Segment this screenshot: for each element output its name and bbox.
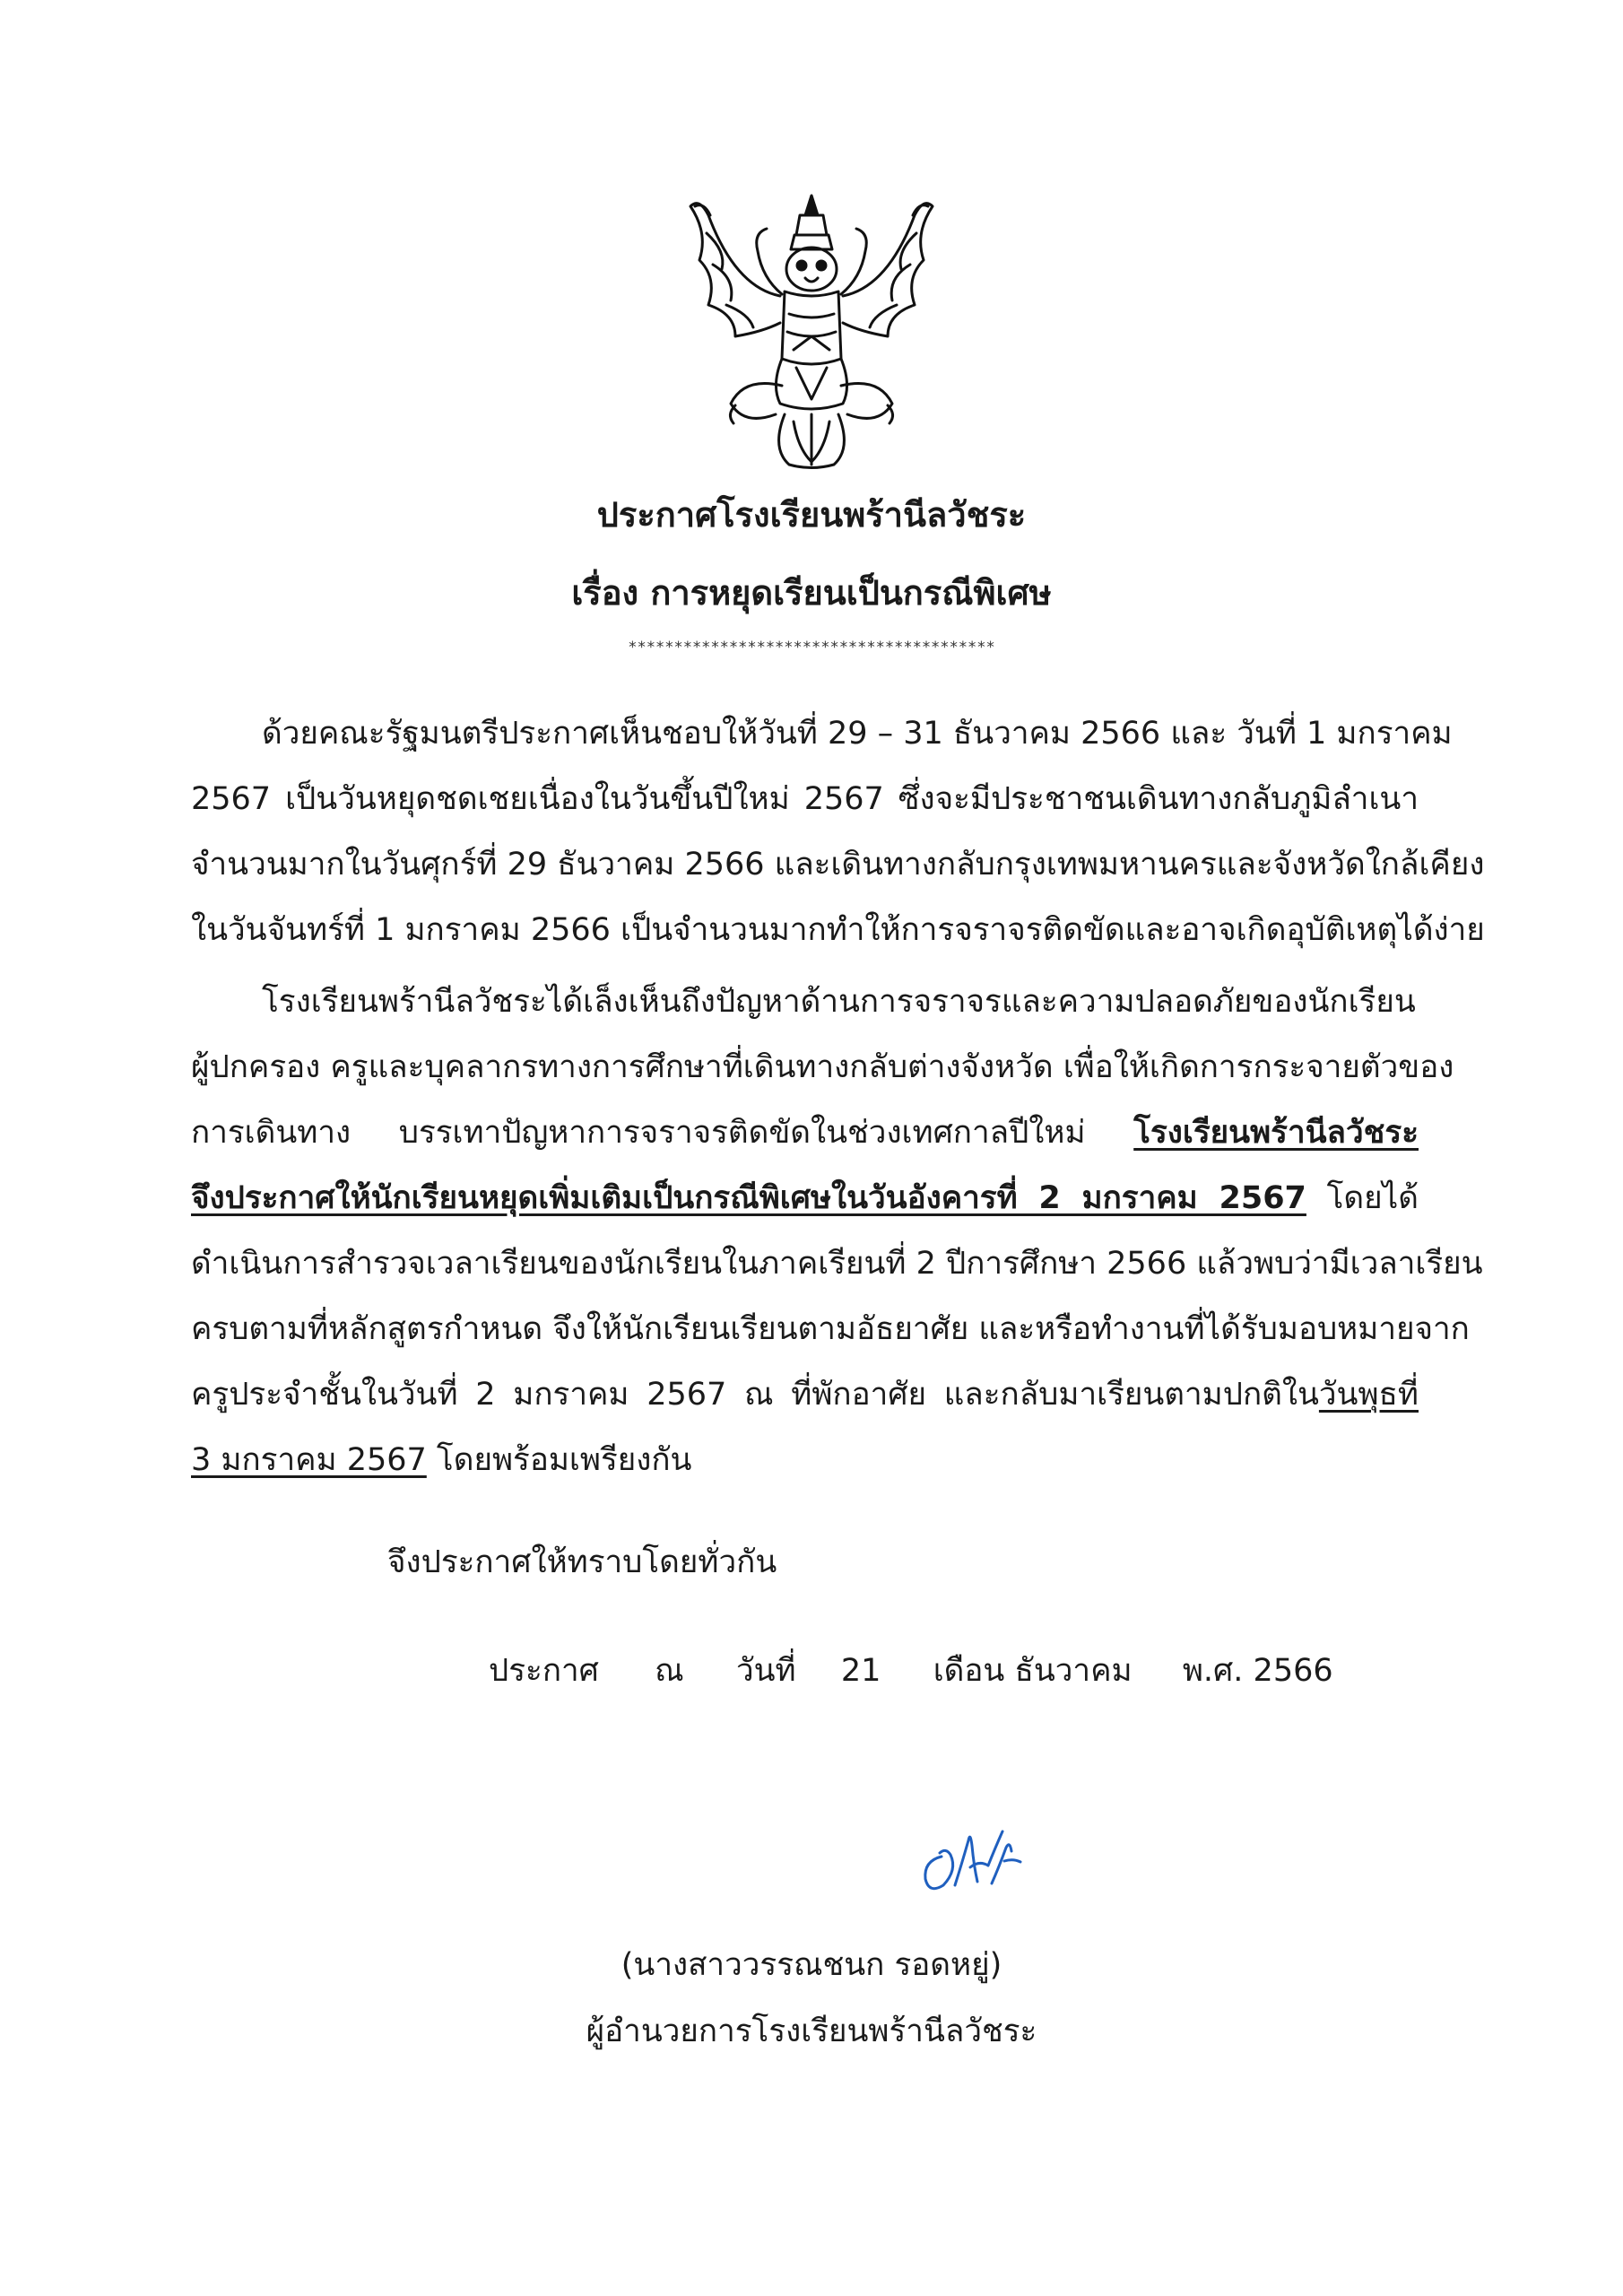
date-year-label: พ.ศ. bbox=[1182, 1653, 1244, 1689]
paragraph-2-line-8-text: โดยพร้อมเพรียงกัน bbox=[426, 1442, 692, 1478]
announcement-date bbox=[489, 1648, 1333, 1693]
paragraph-2-line-3-text: การเดินทาง บรรเทาปัญหาการจราจรติดขัดในช่วงเทศกาลปีใหม่ bbox=[191, 1115, 1134, 1151]
title-separator: **************************************** bbox=[628, 639, 995, 657]
signatory-position: ผู้อำนวยการโรงเรียนพร้านีลวัชระ bbox=[586, 2013, 1037, 2049]
paragraph-1-line-3: จำนวนมากในวันศุกร์ที่ 29 ธันวาคม 2566 และเดินทางกลับกรุงเทพมหานครและจังหวัดใกล้เคียง bbox=[191, 847, 1485, 883]
paragraph-2-line-3 bbox=[191, 1110, 1419, 1155]
return-date-emphasis: 3 มกราคม 2567 bbox=[191, 1442, 427, 1478]
date-day: 21 bbox=[840, 1653, 881, 1689]
paragraph-2-line-4-text: โดยได้ bbox=[1306, 1180, 1419, 1216]
paragraph-2-line-8 bbox=[191, 1438, 691, 1483]
signatory-name: (นางสาววรรณชนก รอดหยู่) bbox=[621, 1947, 1002, 1983]
paragraph-1-line-4: ในวันจันทร์ที่ 1 มกราคม 2566 เป็นจำนวนมากทำให้การจราจรติดขัดและอาจเกิดอุบัติเหตุได้ง่าย bbox=[191, 912, 1485, 948]
announcement-subject: เรื่อง การหยุดเรียนเป็นกรณีพิเศษ bbox=[571, 573, 1052, 613]
date-month: ธันวาคม bbox=[1014, 1653, 1133, 1689]
signature-icon bbox=[906, 1821, 1040, 1901]
date-prefix: ประกาศ bbox=[489, 1653, 599, 1689]
return-day-emphasis: วันพุธที่ bbox=[1318, 1377, 1419, 1413]
paragraph-2-line-6: ครบตามที่หลักสูตรกำหนด จึงให้นักเรียนเรียนตามอัธยาศัย และหรือทำงานที่ได้รับมอบหมายจาก bbox=[191, 1311, 1470, 1347]
paragraph-2-line-7 bbox=[191, 1372, 1419, 1417]
paragraph-2-line-2: ผู้ปกครอง ครูและบุคลากรทางการศึกษาที่เดินทางกลับต่างจังหวัด เพื่อให้เกิดการกระจายตัวของ bbox=[191, 1049, 1454, 1085]
paragraph-2-line-5: ดำเนินการสำรวจเวลาเรียนของนักเรียนในภาคเรียนที่ 2 ปีการศึกษา 2566 แล้วพบว่ามีเวลาเรียน bbox=[191, 1246, 1483, 1282]
closing-statement: จึงประกาศให้ทราบโดยทั่วกัน bbox=[387, 1544, 777, 1580]
garuda-emblem-icon bbox=[681, 179, 942, 475]
school-name-emphasis: โรงเรียนพร้านีลวัชระ bbox=[1133, 1115, 1419, 1151]
holiday-announcement-emphasis: จึงประกาศให้นักเรียนหยุดเพิ่มเติมเป็นกรณีพิเศษในวันอังคารที่ 2 มกราคม 2567 bbox=[191, 1180, 1306, 1216]
date-year: 2566 bbox=[1253, 1653, 1333, 1689]
date-month-label: เดือน bbox=[933, 1653, 1005, 1689]
paragraph-2-line-4 bbox=[191, 1176, 1419, 1221]
announcement-title: ประกาศโรงเรียนพร้านีลวัชระ bbox=[596, 495, 1027, 535]
paragraph-1-line-2: 2567 เป็นวันหยุดชดเชยเนื่องในวันขึ้นปีใหม่ 2567 ซึ่งจะมีประชาชนเดินทางกลับภูมิลำเนา bbox=[191, 781, 1419, 817]
date-at: ณ bbox=[655, 1653, 684, 1689]
date-day-label: วันที่ bbox=[735, 1653, 796, 1689]
paragraph-1-line-1: ด้วยคณะรัฐมนตรีประกาศเห็นชอบให้วันที่ 29 – 31 ธันวาคม 2566 และ วันที่ 1 มกราคม bbox=[262, 716, 1453, 752]
paragraph-2-line-1: โรงเรียนพร้านีลวัชระได้เล็งเห็นถึงปัญหาด้านการจราจรและความปลอดภัยของนักเรียน bbox=[262, 984, 1416, 1020]
paragraph-2-line-7-text: ครูประจำชั้นในวันที่ 2 มกราคม 2567 ณ ที่พักอาศัย และกลับมาเรียนตามปกติใน bbox=[191, 1377, 1319, 1413]
